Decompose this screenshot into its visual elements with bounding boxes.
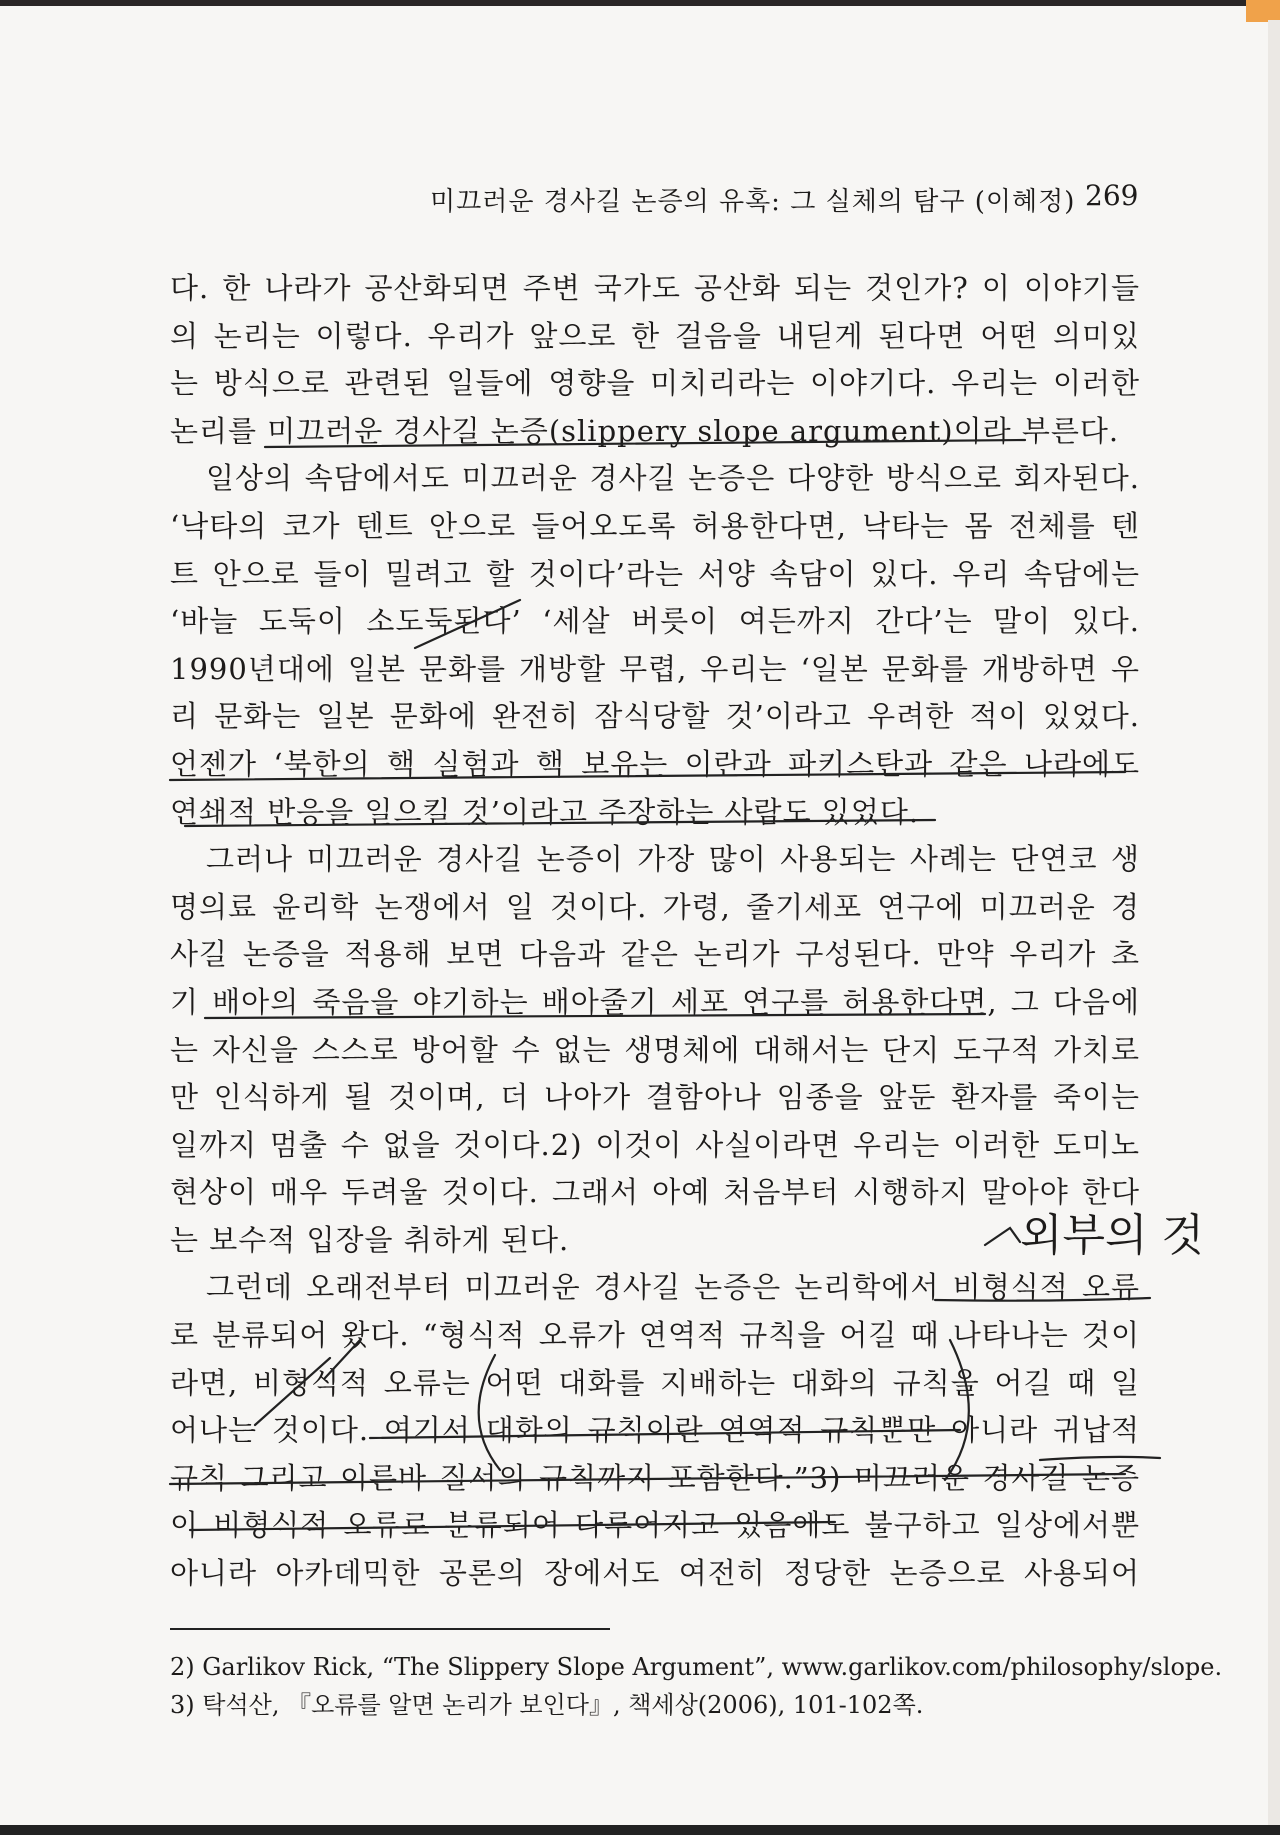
text-line: 언젠가 ‘북한의 핵 실험과 핵 보유는 이란과 파키스탄과 같은 나라에도 [170, 746, 1140, 781]
text-line: 만 인식하게 될 것이며, 더 나아가 결함아나 임종을 앞둔 환자를 죽이는 [170, 1080, 1140, 1115]
text-line: 리 문화는 일본 문화에 완전히 잠식당할 것’이라고 우려한 적이 있었다. [170, 699, 1140, 734]
footnote-3: 3) 탁석산, 『오류를 알면 논리가 보인다』, 책세상(2006), 101-102쪽. [170, 1691, 924, 1719]
page-side-edge [1268, 20, 1280, 1835]
text-line: 이 비형식적 오류로 분류되어 다루어지고 있음에도 불구하고 일상에서뿐 [170, 1508, 1140, 1543]
page-top-edge [0, 0, 1280, 6]
footnotes [170, 1648, 1223, 1724]
text-line: 의 논리는 이렇다. 우리가 앞으로 한 걸음을 내딛게 된다면 어떤 의미있 [170, 318, 1140, 353]
text-line: 그런데 오래전부터 미끄러운 경사길 논증은 논리학에서 비형식적 오류 [206, 1270, 1140, 1305]
text-line: 는 방식으로 관련된 일들에 영향을 미치리라는 이야기다. 우리는 이러한 [170, 366, 1140, 401]
corner-tab [1246, 0, 1280, 22]
footnote-2: 2) Garlikov Rick, “The Slippery Slope Argument”, www.garlikov.com/philosophy/slope. [170, 1653, 1223, 1681]
text-line: 트 안으로 들이 밀려고 할 것이다’라는 서양 속담이 있다. 우리 속담에는 [170, 556, 1140, 591]
text-line: 일상의 속담에서도 미끄러운 경사길 논증은 다양한 방식으로 회자된다. [206, 461, 1140, 496]
text-line: 는 자신을 스스로 방어할 수 없는 생명체에 대해서는 단지 도구적 가치로 [170, 1032, 1140, 1067]
text-line: ‘낙타의 코가 텐트 안으로 들어오도록 허용한다면, 낙타는 몸 전체를 텐 [170, 508, 1140, 543]
text-line: 명의료 윤리학 논쟁에서 일 것이다. 가령, 줄기세포 연구에 미끄러운 경 [170, 889, 1140, 924]
body-text [170, 265, 1140, 1598]
text-line: 논리를 미끄러운 경사길 논증(slippery slope argument)이라 부른다. [170, 413, 1120, 448]
page-number: 269 [1085, 179, 1139, 212]
text-line: 어나는 것이다. 여기서 대화의 규칙이란 연역적 규칙뿐만 아니라 귀납적 [170, 1413, 1140, 1448]
running-head: 미끄러운 경사길 논증의 유혹: 그 실체의 탐구 (이혜정) [430, 187, 1076, 217]
text-line: 연쇄적 반응을 일으킬 것’이라고 주장하는 사람도 있었다. [170, 794, 920, 829]
text-line: ‘바늘 도둑이 소도둑된다’ ‘세살 버릇이 여든까지 간다’는 말이 있다. [170, 604, 1140, 639]
text-line: 기 배아의 죽음을 야기하는 배아줄기 세포 연구를 허용한다면, 그 다음에 [170, 984, 1140, 1019]
page-bottom-edge [0, 1825, 1280, 1835]
text-line: 일까지 멈출 수 없을 것이다.2) 이것이 사실이라면 우리는 이러한 도미노 [170, 1127, 1140, 1162]
text-line: 로 분류되어 왔다. “형식적 오류가 연역적 규칙을 어길 때 나타나는 것이 [170, 1318, 1140, 1353]
text-line: 1990년대에 일본 문화를 개방할 무렵, 우리는 ‘일본 문화를 개방하면 우 [170, 651, 1140, 686]
text-line: 사길 논증을 적용해 보면 다음과 같은 논리가 구성된다. 만약 우리가 초 [170, 937, 1140, 972]
text-line: 는 보수적 입장을 취하게 된다. [170, 1222, 570, 1257]
text-line: 현상이 매우 두려울 것이다. 그래서 아예 처음부터 시행하지 말아야 한다 [170, 1175, 1140, 1210]
text-line: 규칙 그리고 이른바 질서의 규칙까지 포함한다.”3) 미끄러운 경사길 논증 [170, 1460, 1140, 1495]
text-line: 다. 한 나라가 공산화되면 주변 국가도 공산화 되는 것인가? 이 이야기들 [170, 271, 1140, 305]
text-line: 라면, 비형식적 오류는 어떤 대화를 지배하는 대화의 규칙을 어길 때 일 [170, 1365, 1140, 1400]
text-line: 그러나 미끄러운 경사길 논증이 가장 많이 사용되는 사례는 단연코 생 [206, 842, 1140, 877]
handwritten-note: 외부의 것 [1020, 1210, 1205, 1261]
text-line: 아니라 아카데믹한 공론의 장에서도 여전히 정당한 논증으로 사용되어 [170, 1556, 1140, 1591]
footnote-rule [170, 1628, 610, 1630]
